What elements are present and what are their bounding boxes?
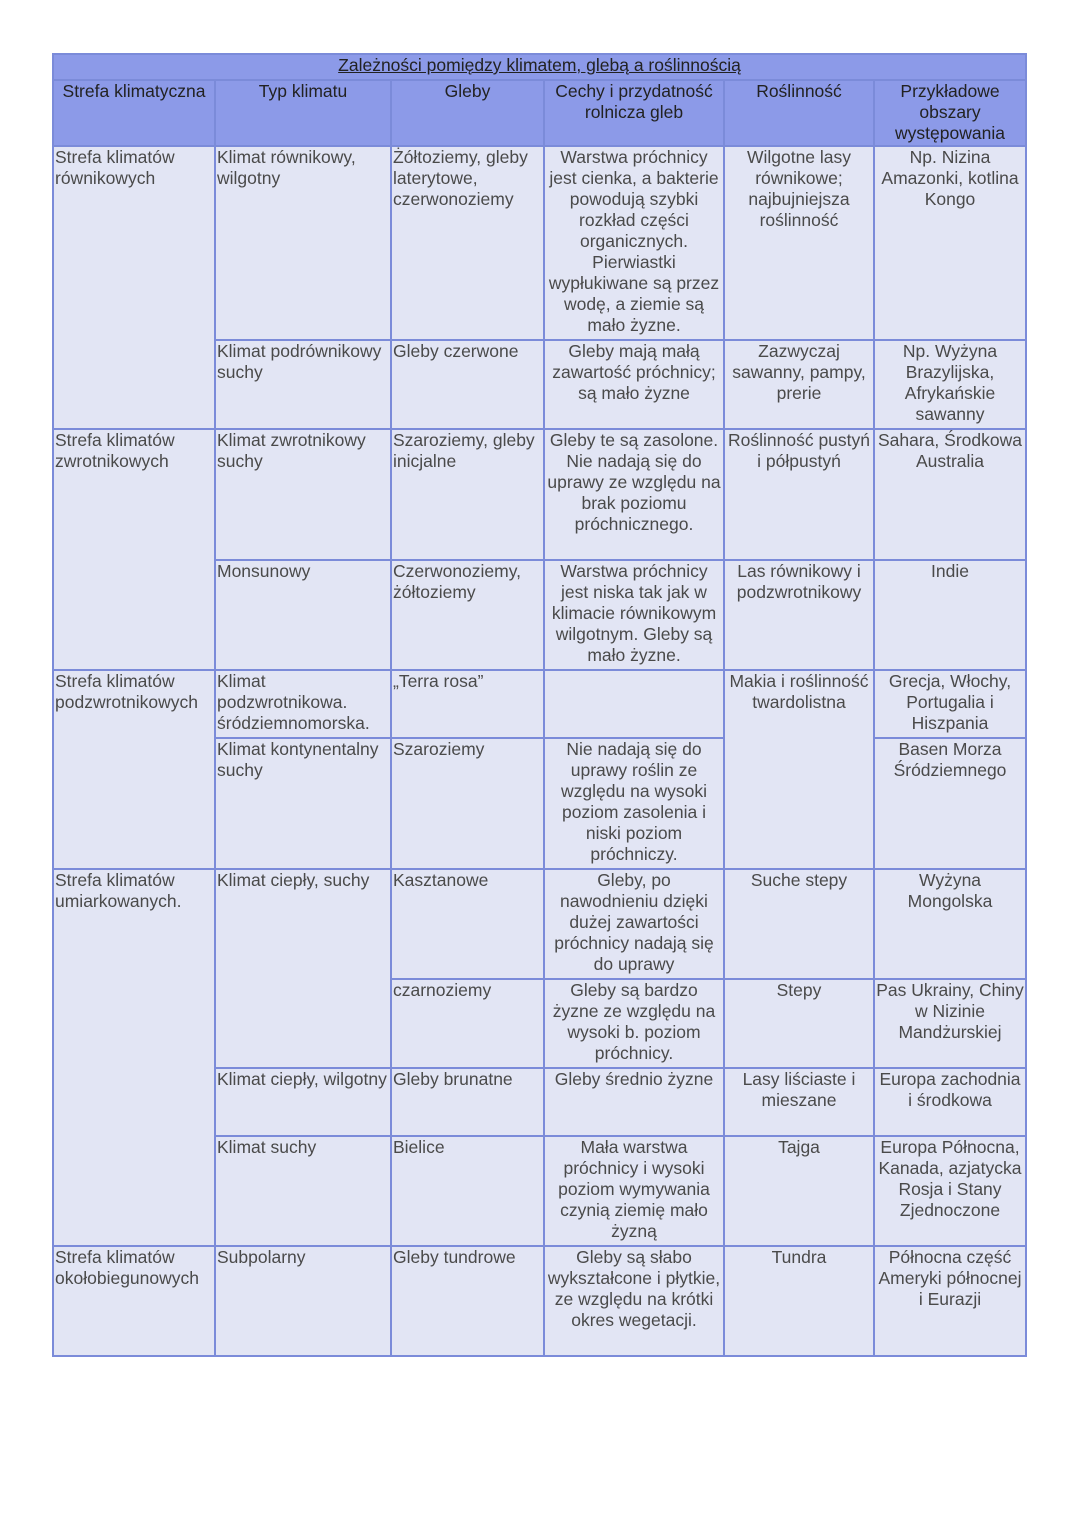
zone-cell: Strefa klimatów podzwrotnikowych	[53, 670, 215, 869]
vegetation-cell: Roślinność pustyń i półpustyń	[724, 429, 874, 560]
regions-cell: Np. Wyżyna Brazylijska, Afrykańskie sawanny	[874, 340, 1026, 429]
table-title: Zależności pomiędzy klimatem, glebą a roślinnością	[53, 54, 1026, 80]
soil-cell: Kasztanowe	[391, 869, 544, 979]
regions-cell: Sahara, Środkowa Australia	[874, 429, 1026, 560]
climate-type-cell: Klimat kontynentalny suchy	[215, 738, 391, 869]
climate-type-cell: Klimat suchy	[215, 1136, 391, 1246]
regions-cell: Np. Nizina Amazonki, kotlina Kongo	[874, 146, 1026, 340]
regions-cell: Europa Północna, Kanada, azjatycka Rosja i Stany Zjednoczone	[874, 1136, 1026, 1246]
vegetation-cell: Las równikowy i podzwrotnikowy	[724, 560, 874, 670]
soil-cell: Gleby tundrowe	[391, 1246, 544, 1356]
climate-type-cell: Klimat ciepły, wilgotny	[215, 1068, 391, 1136]
regions-cell: Północna część Ameryki północnej i Eurazji	[874, 1246, 1026, 1356]
zone-cell: Strefa klimatów zwrotnikowych	[53, 429, 215, 670]
vegetation-cell: Lasy liściaste i mieszane	[724, 1068, 874, 1136]
soil-features-cell: Gleby są słabo wykształcone i płytkie, ze względu na krótki okres wegetacji.	[544, 1246, 724, 1356]
header-strefa: Strefa klimatyczna	[53, 80, 215, 146]
regions-cell: Wyżyna Mongolska	[874, 869, 1026, 979]
vegetation-cell: Makia i roślinność twardolistna	[724, 670, 874, 869]
zone-cell: Strefa klimatów okołobiegunowych	[53, 1246, 215, 1356]
climate-type-cell: Klimat podzwrotnikowa. śródziemnomorska.	[215, 670, 391, 738]
soil-cell: czarnoziemy	[391, 979, 544, 1068]
vegetation-cell: Zazwyczaj sawanny, pampy, prerie	[724, 340, 874, 429]
soil-features-cell	[544, 670, 724, 738]
regions-cell: Basen Morza Śródziemnego	[874, 738, 1026, 869]
soil-features-cell: Gleby średnio żyzne	[544, 1068, 724, 1136]
soil-cell: „Terra rosa”	[391, 670, 544, 738]
soil-features-cell: Gleby, po nawodnieniu dzięki dużej zawartości próchnicy nadają się do uprawy	[544, 869, 724, 979]
regions-cell: Europa zachodnia i środkowa	[874, 1068, 1026, 1136]
table-row	[53, 1246, 1026, 1356]
soil-cell: Czerwonoziemy, żółtoziemy	[391, 560, 544, 670]
zone-cell: Strefa klimatów równikowych	[53, 146, 215, 429]
climate-type-cell: Klimat równikowy, wilgotny	[215, 146, 391, 340]
soil-features-cell: Nie nadają się do uprawy roślin ze względu na wysoki poziom zasolenia i niski poziom próchniczy.	[544, 738, 724, 869]
vegetation-cell: Tundra	[724, 1246, 874, 1356]
header-gleby: Gleby	[391, 80, 544, 146]
header-cechy: Cechy i przydatność rolnicza gleb	[544, 80, 724, 146]
soil-features-cell: Warstwa próchnicy jest cienka, a bakterie powodują szybki rozkład części organicznych. Pierwiastki wypłukiwane są przez wodę, a ziemie są mało żyzne.	[544, 146, 724, 340]
vegetation-cell: Stepy	[724, 979, 874, 1068]
soil-features-cell: Gleby mają małą zawartość próchnicy; są mało żyzne	[544, 340, 724, 429]
regions-cell: Pas Ukrainy, Chiny w Nizinie Mandżurskiej	[874, 979, 1026, 1068]
vegetation-cell: Wilgotne lasy równikowe; najbujniejsza roślinność	[724, 146, 874, 340]
climate-type-cell: Klimat podrównikowy suchy	[215, 340, 391, 429]
soil-cell: Żółtoziemy, gleby laterytowe, czerwonoziemy	[391, 146, 544, 340]
header-row	[53, 80, 1026, 146]
soil-features-cell: Gleby są bardzo żyzne ze względu na wysoki b. poziom próchnicy.	[544, 979, 724, 1068]
header-obszary: Przykładowe obszary występowania	[874, 80, 1026, 146]
title-row	[53, 54, 1026, 80]
soil-cell: Szaroziemy	[391, 738, 544, 869]
table-row	[53, 429, 1026, 560]
soil-features-cell: Warstwa próchnicy jest niska tak jak w klimacie równikowym wilgotnym. Gleby są mało żyzne.	[544, 560, 724, 670]
zone-cell: Strefa klimatów umiarkowanych.	[53, 869, 215, 1246]
soil-features-cell: Mała warstwa próchnicy i wysoki poziom wymywania czynią ziemię mało żyzną	[544, 1136, 724, 1246]
climate-type-cell: Klimat zwrotnikowy suchy	[215, 429, 391, 560]
soil-cell: Bielice	[391, 1136, 544, 1246]
regions-cell: Indie	[874, 560, 1026, 670]
header-typ-klimatu: Typ klimatu	[215, 80, 391, 146]
soil-features-cell: Gleby te są zasolone. Nie nadają się do uprawy ze względu na brak poziomu próchnicznego.	[544, 429, 724, 560]
table-row	[53, 146, 1026, 340]
soil-cell: Gleby czerwone	[391, 340, 544, 429]
climate-type-cell: Klimat ciepły, suchy	[215, 869, 391, 1068]
climate-type-cell: Subpolarny	[215, 1246, 391, 1356]
vegetation-cell: Suche stepy	[724, 869, 874, 979]
soil-cell: Szaroziemy, gleby inicjalne	[391, 429, 544, 560]
table-row	[53, 869, 1026, 979]
vegetation-cell: Tajga	[724, 1136, 874, 1246]
regions-cell: Grecja, Włochy, Portugalia i Hiszpania	[874, 670, 1026, 738]
climate-type-cell: Monsunowy	[215, 560, 391, 670]
header-roslinnosc: Roślinność	[724, 80, 874, 146]
table-row	[53, 670, 1026, 738]
soil-cell: Gleby brunatne	[391, 1068, 544, 1136]
document-page	[52, 53, 1025, 1357]
climate-soil-vegetation-table	[52, 53, 1027, 1357]
